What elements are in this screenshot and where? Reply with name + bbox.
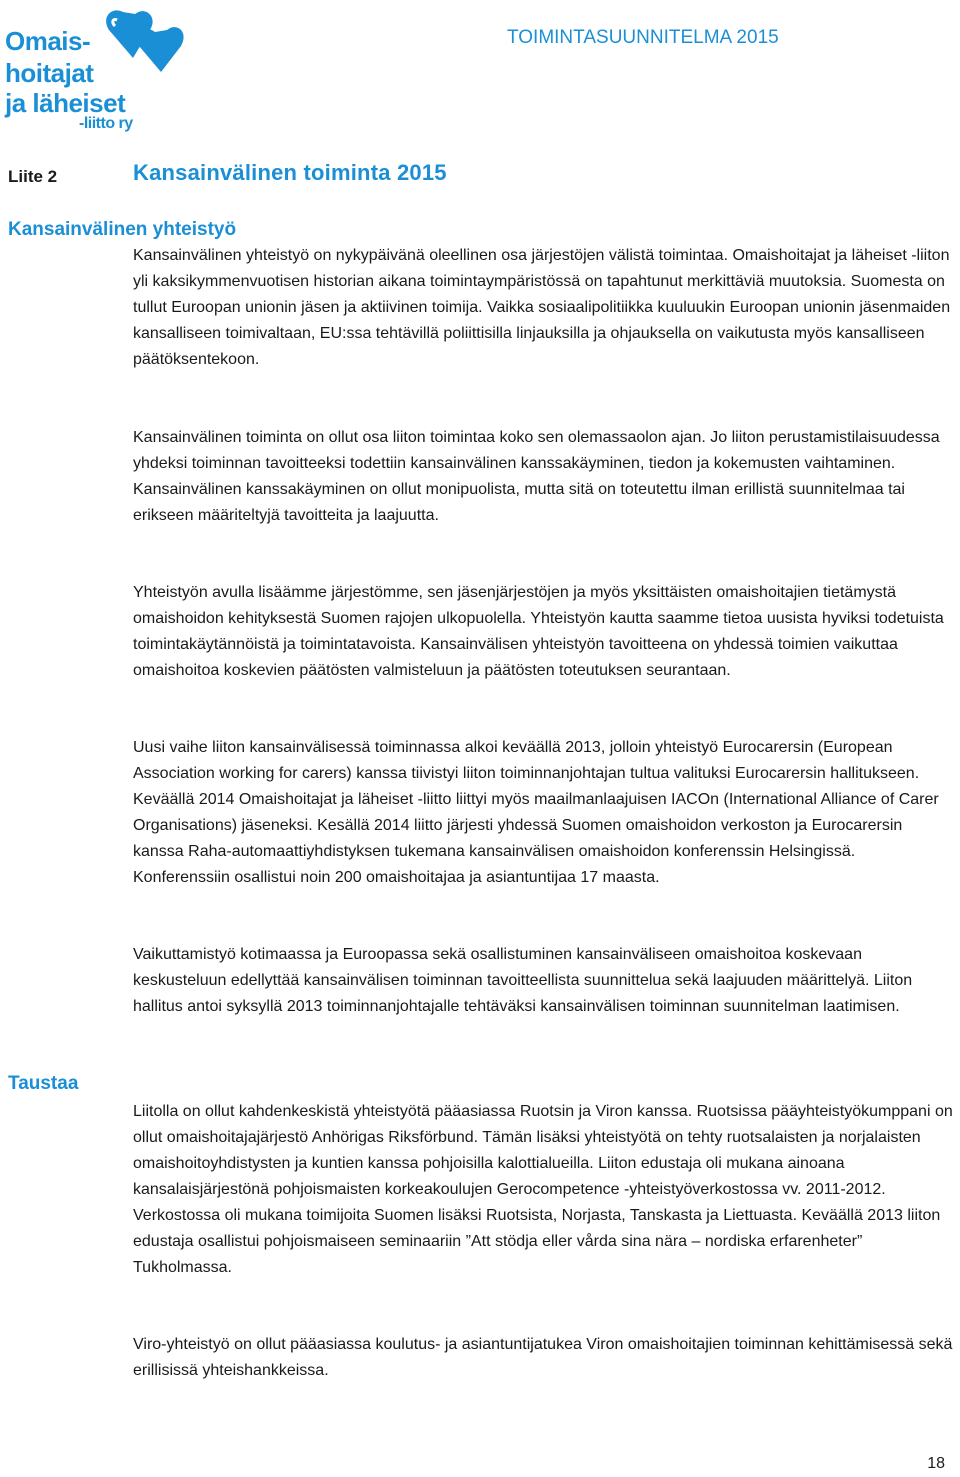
side-heading-taustaa: Taustaa (8, 1073, 79, 1094)
logo-text-line-3: ja läheiset (5, 88, 126, 118)
page-number: 18 (927, 1455, 945, 1472)
paragraph-2: Kansainvälinen toiminta on ollut osa liiton toimintaa koko sen olemassaolon ajan. Jo liiton perustamistilaisuudessa yhdeksi toiminnan tavoitteeksi todettiin kansainvälinen kanssakäyminen, tiedon ja kokemusten vaihtaminen. Kansainvälinen kanssakäyminen on ollut monipuolista, mutta sitä on toteutettu ilman erillistä suunnitelmaa tai erikseen määriteltyjä tavoitteita ja laajuutta. (133, 429, 940, 524)
paragraph-7: Viro-yhteistyö on ollut pääasiassa koulutus- ja asiantuntijatukea Viron omaishoitajien toiminnan kehittämisessä sekä erillisissä yhteishankkeissa. (133, 1336, 953, 1379)
paragraph-6: Liitolla on ollut kahdenkeskistä yhteistyötä pääasiassa Ruotsin ja Viron kanssa. Ruotsissa pääyhteistyökumppani on ollut omaishoitajajärjestö Anhörigas Riksförbund. Tämän lisäksi yhteistyötä on tehty ruotsalaisten ja norjalaisten omaishoitoyhdistysten ja kuntien kanssa pohjoisilla kalottialueilla. Liiton edustaja oli mukana ainoana kansalaisjärjestönä pohjoismaisten korkeakoulujen Gerocompetence -yhteistyöverkostossa vv. 2011-2012. Verkostossa oli mukana toimijoita Suomen lisäksi Ruotsista, Norjasta, Tanskasta ja Liettuasta. Keväällä 2013 liiton edustaja osallistui pohjoismaiseen seminaariin ”Att stödja eller vårda sina nära – nordiska erfarenheter” Tukholmassa. (133, 1103, 953, 1276)
appendix-label: Liite 2 (8, 167, 58, 186)
subheading: Kansainvälinen yhteistyö (8, 219, 237, 240)
logo-text-line-1: Omais- (5, 26, 91, 56)
document-title: TOIMINTASUUNNITELMA 2015 (507, 27, 779, 48)
paragraph-5: Vaikuttamistyö kotimaassa ja Euroopassa sekä osallistuminen kansainväliseen omaishoitoa koskevaan keskusteluun edellyttää kansainvälisen toiminnan tavoitteellista suunnittelua sekä laajuuden määrittelyä. Liiton hallitus antoi syksyllä 2013 toiminnanjohtajalle tehtäväksi kansainvälisen toiminnan suunnitelman laatimisen. (133, 946, 913, 1015)
organization-logo (5, 6, 205, 130)
paragraph-3: Yhteistyön avulla lisäämme järjestömme, sen jäsenjärjestöjen ja myös yksittäisten omaishoitajien tietämystä omaishoidon kehityksestä Suomen rajojen ulkopuolella. Yhteistyön kautta saamme tietoa uusista hyviksi todetuista toimintakäytännöistä ja toimintatavoista. Kansainvälisen yhteistyön tavoitteena on yhdessä toimien vaikuttaa omaishoitoa koskevien päätösten valmisteluun ja päätösten toteutuksen seurantaan. (133, 584, 944, 679)
section-title: Kansainvälinen toiminta 2015 (133, 160, 447, 185)
paragraph-4: Uusi vaihe liiton kansainvälisessä toiminnassa alkoi keväällä 2013, jolloin yhteistyö Eurocarersin (European Association working for carers) kanssa tiivistyi liiton toiminnanjohtajan tultua valituksi Eurocarersin hallitukseen. Keväällä 2014 Omaishoitajat ja läheiset -liitto liittyi myös maailmanlaajuisen IACOn (International Alliance of Carer Organisations) jäseneksi. Kesällä 2014 liitto järjesti yhdessä Suomen omaishoidon verkoston ja Eurocarersin kanssa Raha-automaattiyhdistyksen tukemana kansainvälisen omaishoidon konferenssin Helsingissä. Konferenssiin osallistui noin 200 omaishoitajaa ja asiantuntijaa 17 maasta. (133, 739, 939, 886)
logo-text-line-4: -liitto ry (79, 115, 133, 132)
logo-text-line-2: hoitajat (5, 58, 94, 88)
paragraph-1: Kansainvälinen yhteistyö on nykypäivänä oleellinen osa järjestöjen välistä toimintaa. Omaishoitajat ja läheiset -liiton yli kaksikymmenvuotisen historian aikana toimintaympäristössä on tapahtunut merkittäviä muutoksia. Suomesta on tullut Euroopan unionin jäsen ja aktiivinen toimija. Vaikka sosiaalipolitiikka kuuluukin Euroopan unionin jäsenmaiden kansalliseen toimivaltaan, EU:ssa tehtävillä poliittisilla linjauksilla ja ohjauksella on vaikutusta myös kansalliseen päätöksentekoon. (133, 247, 951, 368)
